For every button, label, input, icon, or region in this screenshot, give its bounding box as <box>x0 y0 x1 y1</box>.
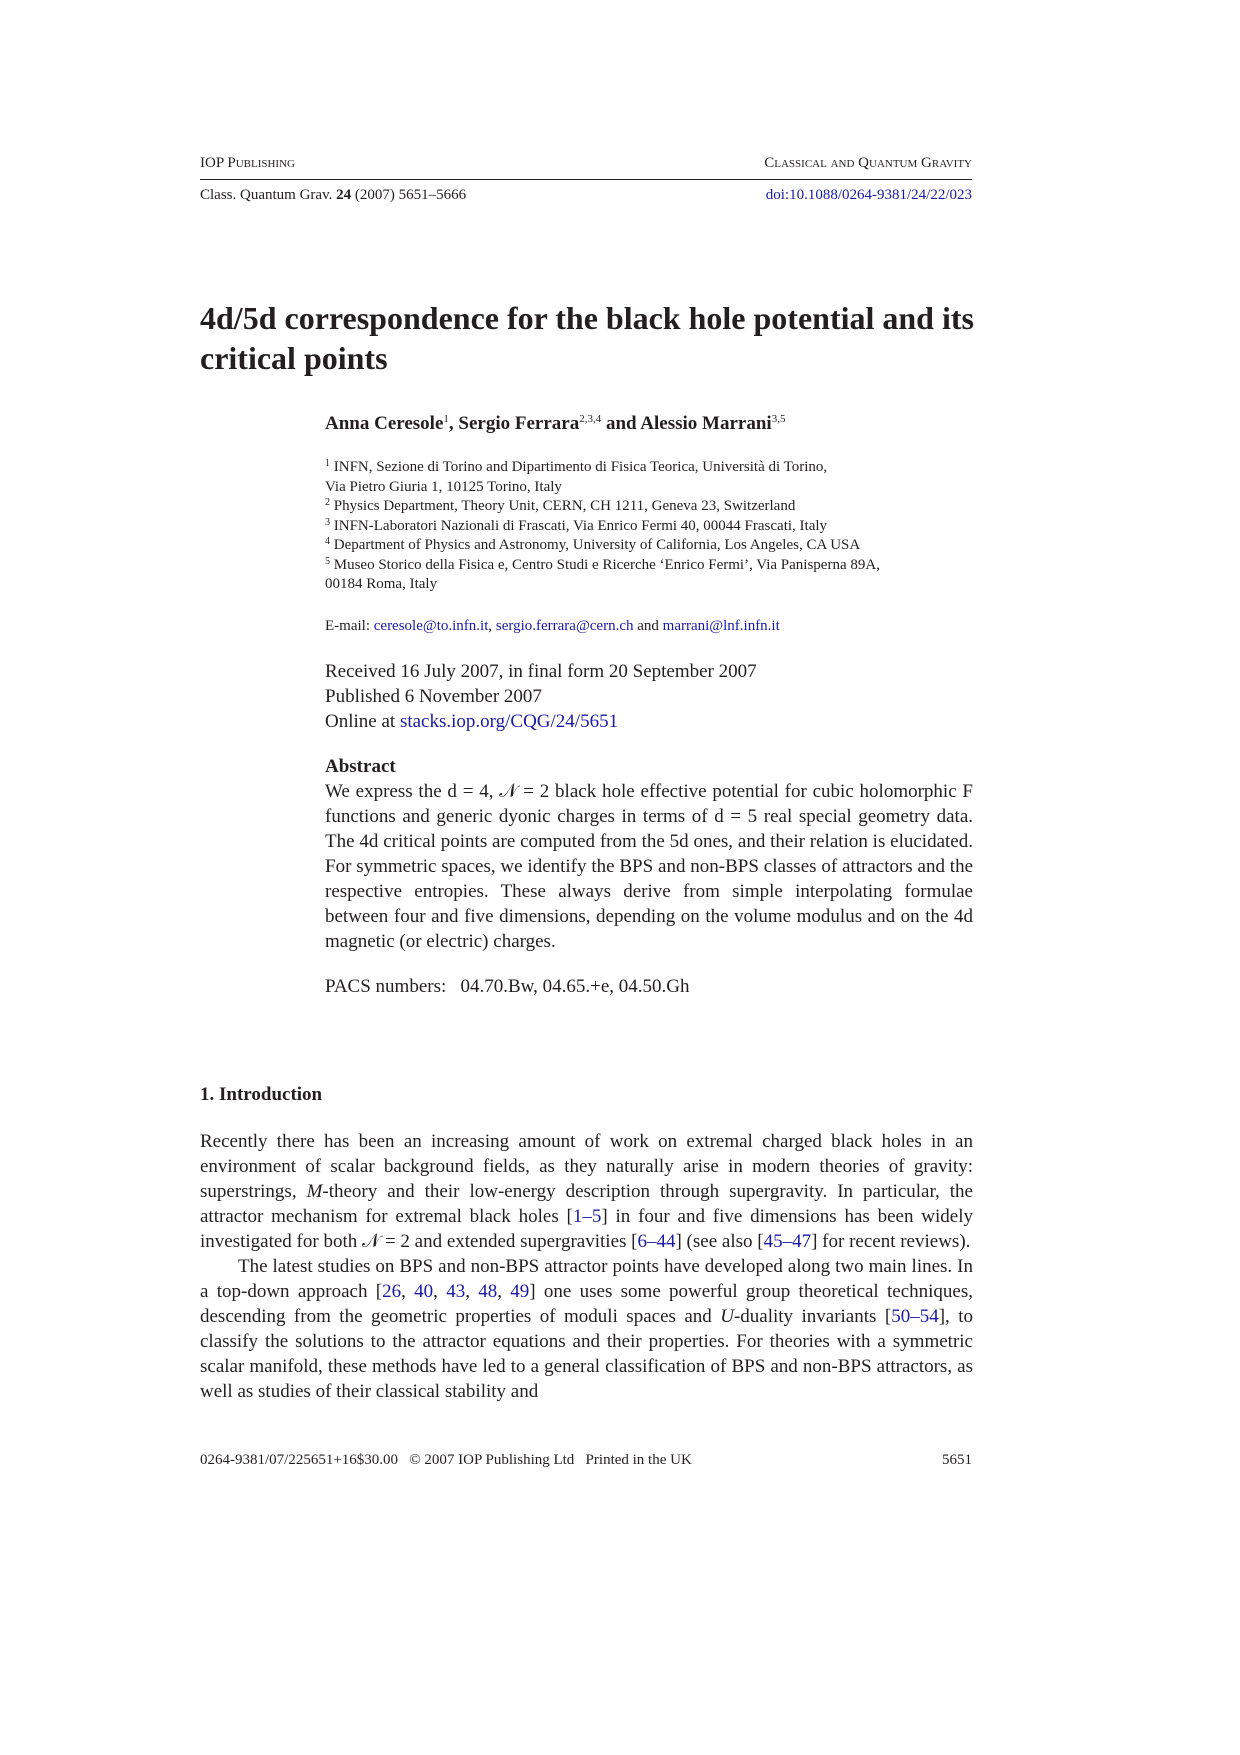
doi-link[interactable]: doi:10.1088/0264-9381/24/22/023 <box>765 187 972 203</box>
page-number: 5651 <box>942 1452 972 1468</box>
citation-link[interactable]: 6–44 <box>637 1231 676 1252</box>
footer-copyright: 0264-9381/07/225651+16$30.00 © 2007 IOP Publishing Ltd Printed in the UK <box>200 1452 692 1468</box>
text-run: , <box>497 1281 511 1302</box>
affiliation-item <box>325 536 975 556</box>
citation-link[interactable]: 48 <box>478 1281 498 1302</box>
italic-symbol: U <box>720 1306 734 1327</box>
author-affiliation-mark: 3,5 <box>771 413 786 425</box>
citation-prefix: Class. Quantum Grav. <box>200 187 337 203</box>
citation-link[interactable]: 50–54 <box>891 1306 939 1327</box>
email-label: E-mail: <box>325 618 374 634</box>
text-run: -duality invariants [ <box>733 1306 892 1327</box>
citation-link[interactable]: 1–5 <box>572 1206 602 1227</box>
email-link[interactable]: ceresole@to.infn.it <box>373 618 489 634</box>
author-separator: , <box>448 413 459 434</box>
email-line <box>325 618 780 635</box>
text-run: , <box>465 1281 479 1302</box>
abstract-text: We express the d = 4, 𝒩 = 2 black hole effective potential for cubic holomorphic F functions and generic dyonic charges in terms of d = 5 real special geometry data. The 4d critical points are computed from the 5d ones, and their relation is elucidated. For symmetric spaces, we identify the BPS and non-BPS classes of attractors and the respective entropies. These always derive from simple interpolating formulae between four and five dimensions, depending on the volume modulus and on the 4d magnetic (or electric) charges. <box>325 781 973 952</box>
text-run: , <box>401 1281 415 1302</box>
paper-title: 4d/5d correspondence for the black hole potential and its critical points <box>200 300 974 376</box>
text-run: ], to classify the solutions to the attractor equations and their properties. For theories with a symmetric scalar manifold, these methods have led to a general classification of BPS and non-BPS attractors, as well as studies of their classical stability and <box>200 1306 973 1402</box>
email-separator: , <box>488 618 496 634</box>
affiliation-item <box>325 517 975 537</box>
online-line <box>325 709 757 734</box>
author-list <box>325 413 785 435</box>
published-date: Published 6 November 2007 <box>325 686 542 707</box>
affiliation-text: INFN, Sezione di Torino and Dipartimento di Fisica Teorica, Università di Torino, <box>333 459 828 475</box>
affiliation-item <box>325 458 975 478</box>
citation-link[interactable]: 49 <box>510 1281 530 1302</box>
received-date: Received 16 July 2007, in final form 20 September 2007 <box>325 661 757 682</box>
affiliation-number: 4 <box>325 536 330 547</box>
italic-symbol: M <box>306 1181 323 1202</box>
publication-dates <box>325 659 757 734</box>
citation-link[interactable]: 40 <box>414 1281 434 1302</box>
citation-volume: 24 <box>336 187 352 203</box>
affiliation-item <box>325 556 975 576</box>
text-run: ] one uses some powerful group theoretical techniques, descending from the geometric properties of moduli spaces and <box>200 1281 974 1327</box>
affiliation-text: Museo Storico della Fisica e, Centro Studi e Ricerche ‘Enrico Fermi’, Via Panisperna 89A, <box>333 556 880 573</box>
text-run: Recently there has been an increasing amount of work on extremal charged black holes in an environment of scalar background fields, as they naturally arise in modern theories of gravity: superstrings, <box>200 1131 973 1202</box>
text-run: The latest studies on BPS and non-BPS attractor points have developed along two main lines. In a top-down approach [ <box>200 1256 973 1302</box>
paragraph <box>200 1254 973 1404</box>
author-affiliation-mark: 1 <box>443 413 449 425</box>
publisher-name: IOP Publishing <box>200 155 295 171</box>
pacs-numbers: PACS numbers: 04.70.Bw, 04.65.+e, 04.50.Gh <box>325 976 690 997</box>
section-heading: 1. Introduction <box>200 1084 323 1105</box>
affiliation-list <box>325 458 975 595</box>
body-text <box>200 1129 973 1404</box>
text-run: ] for recent reviews). <box>811 1231 971 1252</box>
affiliation-number: 5 <box>325 555 330 567</box>
affiliation-number: 3 <box>325 516 330 528</box>
text-run: , <box>433 1281 447 1302</box>
citation <box>200 187 466 204</box>
author-and: and <box>601 413 641 434</box>
text-run: -theory and their low-energy description through supergravity. In particular, the attractor mechanism for extremal black holes [ <box>200 1181 973 1227</box>
online-label: Online at <box>325 711 400 732</box>
affiliation-number: 1 <box>325 458 330 469</box>
affiliation-text: Physics Department, Theory Unit, CERN, CH 1211, Geneva 23, Switzerland <box>333 498 796 514</box>
author-affiliation-mark: 2,3,4 <box>579 413 602 425</box>
affiliation-text: Department of Physics and Astronomy, University of California, Los Angeles, CA USA <box>333 537 861 553</box>
abstract-heading: Abstract <box>325 756 396 777</box>
online-link[interactable]: stacks.iop.org/CQG/24/5651 <box>399 711 619 732</box>
author-name: Alessio Marrani <box>640 413 772 434</box>
text-run: ] in four and five dimensions has been widely investigated for both 𝒩 = 2 and extended supergravities [ <box>200 1206 974 1252</box>
affiliation-item <box>325 497 975 517</box>
author-name: Anna Ceresole <box>325 413 444 434</box>
citation-link[interactable]: 26 <box>382 1281 402 1302</box>
paragraph <box>200 1129 973 1254</box>
affiliation-continuation: Via Pietro Giuria 1, 10125 Torino, Italy <box>325 478 562 495</box>
author-name: Sergio Ferrara <box>458 413 580 434</box>
citation-link[interactable]: 43 <box>446 1281 466 1302</box>
citation-link[interactable]: 45–47 <box>763 1231 812 1252</box>
affiliation-text: INFN-Laboratori Nazionali di Frascati, Via Enrico Fermi 40, 00044 Frascati, Italy <box>333 517 828 534</box>
email-and: and <box>633 618 663 634</box>
text-run: ] (see also [ <box>675 1231 764 1252</box>
citation-suffix: (2007) 5651–5666 <box>351 187 467 203</box>
journal-name: Classical and Quantum Gravity <box>764 155 972 171</box>
affiliation-continuation: 00184 Roma, Italy <box>325 576 438 592</box>
affiliation-number: 2 <box>325 497 330 508</box>
header-rule <box>200 179 972 180</box>
email-link[interactable]: sergio.ferrara@cern.ch <box>495 618 634 634</box>
email-link[interactable]: marrani@lnf.infn.it <box>662 618 780 634</box>
